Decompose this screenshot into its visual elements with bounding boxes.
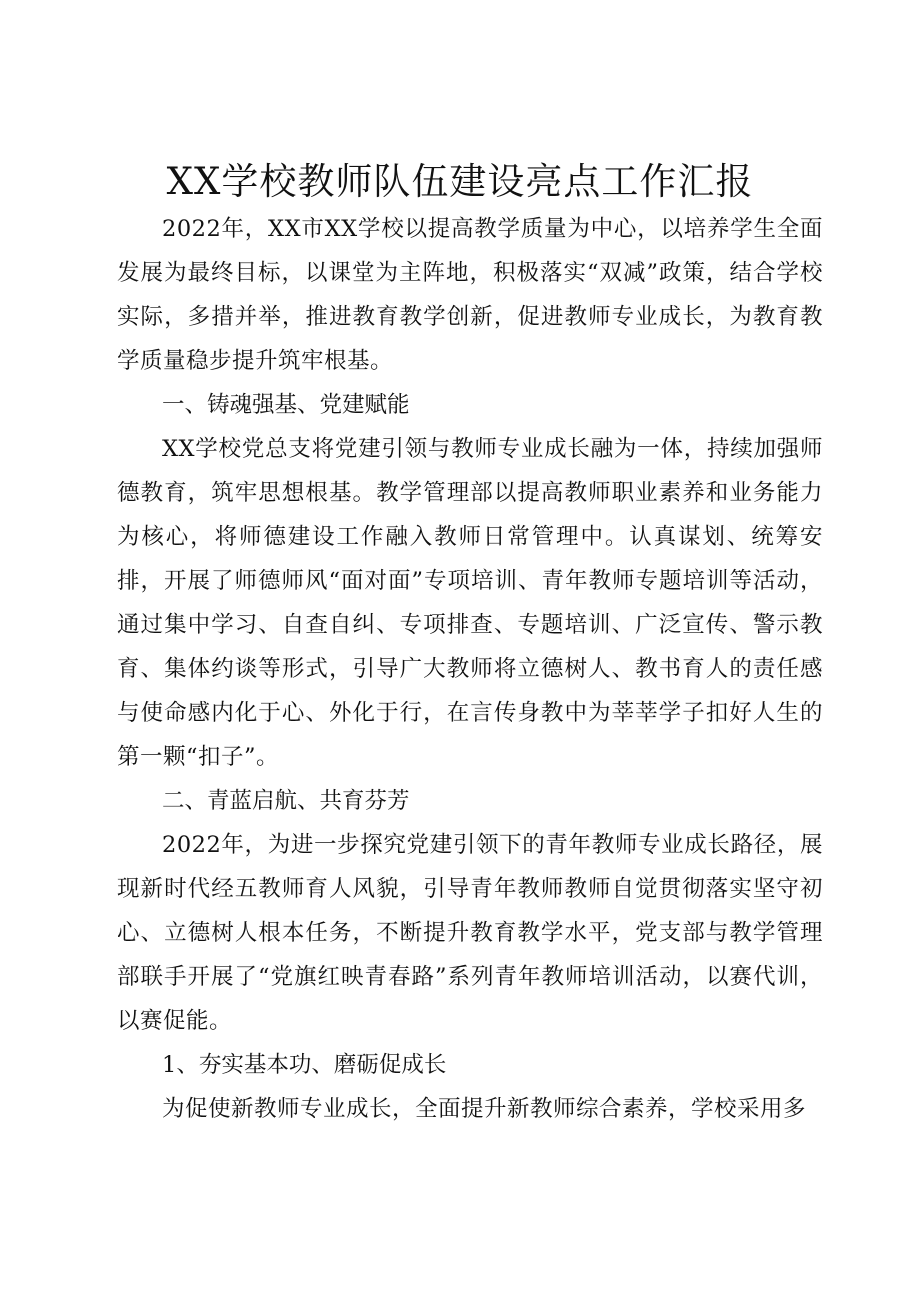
section-1-heading: 一、铸魂强基、党建赋能 [162, 392, 410, 418]
section-1-paragraph: XX学校党总支将党建引领与教师专业成长融为一体，持续加强师德教育，筑牢思想根基。教学管理部以提高教师职业素养和业务能力为核心，将师德建设工作融入教师日常管理中。认真谋划、统筹安排，开展了师德师风“面对面”专项培训、青年教师专题培训等活动，通过集中学习、自查自纠、专项排查、专题培训、广泛宣传、警示教育、集体约谈等形式，引导广大教师将立德树人、教书育人的责任感与使命感内化于心、外化于行，在言传身教中为莘莘学子扣好人生的第一颗“扣子”。 [117, 436, 823, 770]
section-2-paragraph: 2022年，为进一步探究党建引领下的青年教师专业成长路径，展现新时代经五教师育人风貌，引导青年教师教师自觉贯彻落实坚守初心、立德树人根本任务，不断提升教育教学水平，党支部与教学管理部联手开展了“党旗红映青春路”系列青年教师培训活动，以赛代训，以赛促能。 [117, 832, 823, 1034]
document-body [117, 207, 823, 1131]
document-title: XX学校教师队伍建设亮点工作汇报 [166, 160, 754, 203]
intro-paragraph: 2022年，XX市XX学校以提高教学质量为中心，以培养学生全面发展为最终目标，以课堂为主阵地，积极落实“双减”政策，结合学校实际，多措并举，推进教育教学创新，促进教师专业成长，为教育教学质量稳步提升筑牢根基。 [117, 216, 823, 374]
subsection-1-paragraph: 为促使新教师专业成长，全面提升新教师综合素养，学校采用多 [162, 1096, 807, 1122]
section-2-heading: 二、青蓝启航、共育芬芳 [162, 788, 410, 814]
subsection-1-heading: 1、夯实基本功、磨砺促成长 [162, 1052, 447, 1078]
